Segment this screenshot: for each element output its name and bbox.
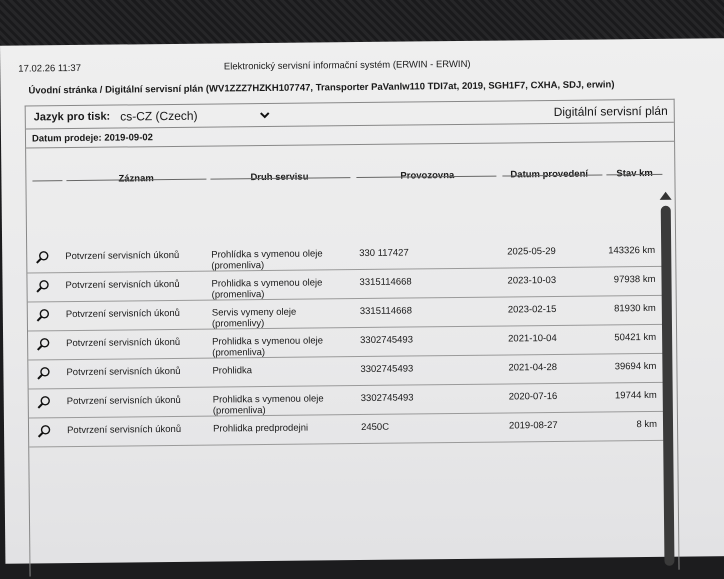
km-cell: 50421 km: [614, 331, 657, 344]
service-type-cell: [211, 277, 322, 300]
workshop-cell: 3302745493: [360, 334, 414, 347]
chevron-down-icon: [260, 110, 270, 120]
service-type-line: Prohlidka s vymenou oleje: [211, 277, 323, 290]
printed-page: [0, 38, 724, 564]
workshop-cell: 3302745493: [360, 363, 414, 376]
date-cell: 2023-10-03: [507, 274, 557, 287]
date-cell: 2021-10-04: [508, 332, 557, 345]
magnifier-icon[interactable]: [36, 337, 50, 351]
service-type-cell: [211, 248, 323, 271]
service-type-line: Prohlídka s vymenou oleje: [211, 248, 323, 261]
magnifier-icon[interactable]: [36, 308, 50, 322]
record-cell: Potvrzení servisních úkonů: [66, 394, 181, 408]
record-cell: Potvrzení servisních úkonů: [65, 249, 180, 263]
magnifier-icon[interactable]: [36, 366, 50, 380]
service-type-cell: [213, 423, 308, 435]
km-cell: 143326 km: [608, 244, 656, 257]
page-title: Digitální servisní plán: [553, 103, 668, 119]
service-type-variant: (promenliva): [211, 260, 265, 272]
language-value: cs-CZ (Czech): [120, 108, 198, 124]
magnifier-icon[interactable]: [35, 250, 49, 264]
workshop-cell: 3302745493: [360, 392, 414, 405]
service-type-cell: [212, 307, 297, 330]
language-select[interactable]: [120, 108, 270, 124]
breadcrumb: Úvodní stránka / Digitální servisní plán (WV1ZZZ7HZKH107747, Transporter PaVanlw110 TDI7at, 2019, SGH1F7, CXHA, SDJ, erwin): [28, 79, 615, 97]
record-cell: Potvrzení servisních úkonů: [66, 336, 181, 350]
record-cell: Potvrzení servisních úkonů: [65, 307, 180, 321]
workshop-cell: 330 117427: [359, 247, 409, 260]
date-cell: 2019-08-27: [508, 419, 558, 432]
service-type-line: Prohlidka s vymenou oleje: [212, 335, 324, 348]
date-cell: 2023-02-15: [507, 303, 557, 316]
km-cell: 81930 km: [614, 302, 656, 315]
km-cell: 8 km: [636, 418, 658, 431]
km-cell: 19744 km: [614, 389, 657, 402]
date-cell: 2025-05-29: [507, 245, 556, 258]
workshop-cell: 3315114668: [359, 305, 413, 318]
service-type-line: Prohlidka: [212, 365, 253, 377]
service-type-variant: (promenliva): [211, 289, 265, 301]
service-type-line: Prohlidka s vymenou oleje: [212, 393, 324, 406]
km-cell: 97938 km: [613, 273, 656, 286]
date-cell: 2021-04-28: [508, 361, 558, 374]
magnifier-icon[interactable]: [37, 395, 51, 409]
scrollbar[interactable]: [661, 192, 675, 572]
workshop-cell: 3315114668: [359, 276, 412, 289]
system-title: Elektronický servisní informační systém (ERWIN - ERWIN): [223, 58, 471, 73]
service-type-variant: (promenlivy): [211, 318, 265, 330]
service-type-cell: [212, 365, 252, 376]
service-type-variant: (promenliva): [212, 347, 266, 359]
magnifier-icon[interactable]: [35, 279, 49, 293]
service-type-line: Prohlidka predprodejni: [212, 422, 309, 435]
record-cell: Potvrzení servisních úkonů: [66, 423, 182, 437]
service-type-cell: [212, 335, 323, 358]
print-timestamp: 17.02.26 11:37: [18, 62, 82, 75]
sale-date: Datum prodeje: 2019-09-02: [26, 123, 674, 149]
scroll-up-arrow-icon[interactable]: [660, 192, 672, 200]
km-cell: 39694 km: [614, 360, 657, 373]
date-cell: 2020-07-16: [508, 390, 558, 403]
service-type-cell: [213, 393, 324, 416]
magnifier-icon[interactable]: [37, 424, 51, 438]
record-cell: Potvrzení servisních úkonů: [66, 365, 181, 379]
table-row: [29, 412, 665, 448]
workshop-cell: 2450C: [360, 421, 390, 434]
scroll-thumb[interactable]: [661, 206, 675, 566]
service-type-variant: (promenliva): [212, 405, 266, 417]
language-label: Jazyk pro tisk:: [33, 110, 111, 124]
service-plan-panel: [25, 99, 680, 577]
record-cell: Potvrzení servisních úkonů: [65, 278, 180, 292]
print-header: [18, 56, 706, 74]
service-type-line: Servis vymeny oleje: [211, 306, 297, 319]
